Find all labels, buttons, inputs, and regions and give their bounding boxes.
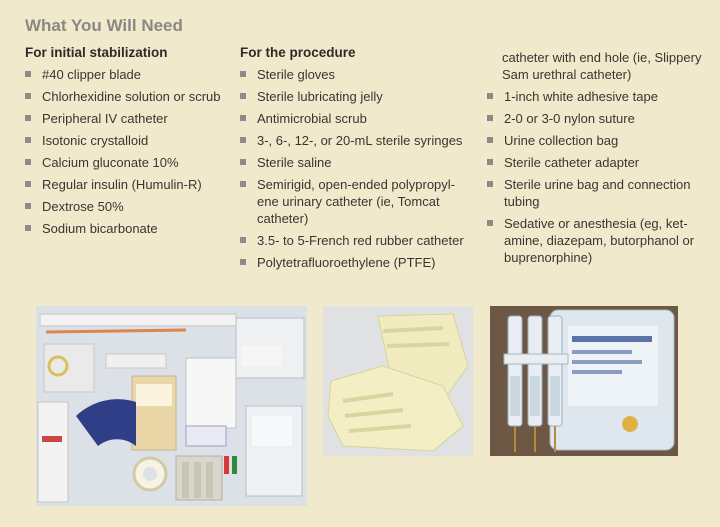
square-bullet-icon (25, 115, 31, 121)
list-item: Sterile lubricating jelly (240, 88, 475, 105)
list-item: Sterile gloves (240, 66, 475, 83)
list-item: 1-inch white adhesive tape (487, 88, 707, 105)
list-item: 3-, 6-, 12-, or 20-mL sterile syringes (240, 132, 475, 149)
list-item: Calcium gluconate 10% (25, 154, 235, 171)
square-bullet-icon (240, 137, 246, 143)
square-bullet-icon (487, 181, 493, 187)
square-bullet-icon (487, 159, 493, 165)
list-item: Antimicrobial scrub (240, 110, 475, 127)
square-bullet-icon (487, 220, 493, 226)
square-bullet-icon (240, 237, 246, 243)
list-item: Dextrose 50% (25, 198, 235, 215)
continued-column (487, 49, 707, 271)
list-item: Isotonic crystalloid (25, 132, 235, 149)
square-bullet-icon (240, 159, 246, 165)
square-bullet-icon (487, 93, 493, 99)
page-title: What You Will Need (25, 16, 183, 35)
list-item: Sterile urine bag and connection tubing (487, 176, 707, 210)
square-bullet-icon (25, 137, 31, 143)
list-item: 2-0 or 3-0 nylon suture (487, 110, 707, 127)
supplies-photo (36, 306, 307, 506)
square-bullet-icon (240, 71, 246, 77)
list-item: Chlorhexidine solution or scrub (25, 88, 235, 105)
stabilization-heading: For initial stabilization (25, 45, 168, 60)
list-item: Semirigid, open-ended polypropyl-ene urinary catheter (ie, Tomcat catheter) (240, 176, 475, 227)
list-item: Peripheral IV catheter (25, 110, 235, 127)
square-bullet-icon (240, 115, 246, 121)
list-item: Polytetrafluoroethylene (PTFE) (240, 254, 475, 271)
square-bullet-icon (25, 203, 31, 209)
gloves-photo (323, 306, 473, 456)
list-item: Urine collection bag (487, 132, 707, 149)
list-item: 3.5- to 5-French red rubber catheter (240, 232, 475, 249)
square-bullet-icon (25, 159, 31, 165)
list-item: Sedative or anesthesia (eg, ket-amine, diazepam, butorphanol or buprenorphine) (487, 215, 707, 266)
square-bullet-icon (240, 181, 246, 187)
stabilization-list (25, 66, 235, 237)
procedure-column (240, 45, 475, 276)
continued-item-text: catheter with end hole (ie, Slippery Sam urethral catheter) (502, 50, 702, 82)
procedure-heading: For the procedure (240, 45, 356, 60)
square-bullet-icon (25, 225, 31, 231)
syringes-photo (490, 306, 678, 456)
continued-list (487, 88, 707, 266)
list-item: Regular insulin (Humulin-R) (25, 176, 235, 193)
list-item: Sterile catheter adapter (487, 154, 707, 171)
list-item: #40 clipper blade (25, 66, 235, 83)
procedure-list (240, 66, 475, 271)
square-bullet-icon (240, 259, 246, 265)
square-bullet-icon (25, 93, 31, 99)
square-bullet-icon (487, 137, 493, 143)
square-bullet-icon (25, 181, 31, 187)
list-item: Sodium bicarbonate (25, 220, 235, 237)
square-bullet-icon (25, 71, 31, 77)
square-bullet-icon (240, 93, 246, 99)
list-item: Sterile saline (240, 154, 475, 171)
square-bullet-icon (487, 115, 493, 121)
stabilization-column (25, 45, 235, 242)
